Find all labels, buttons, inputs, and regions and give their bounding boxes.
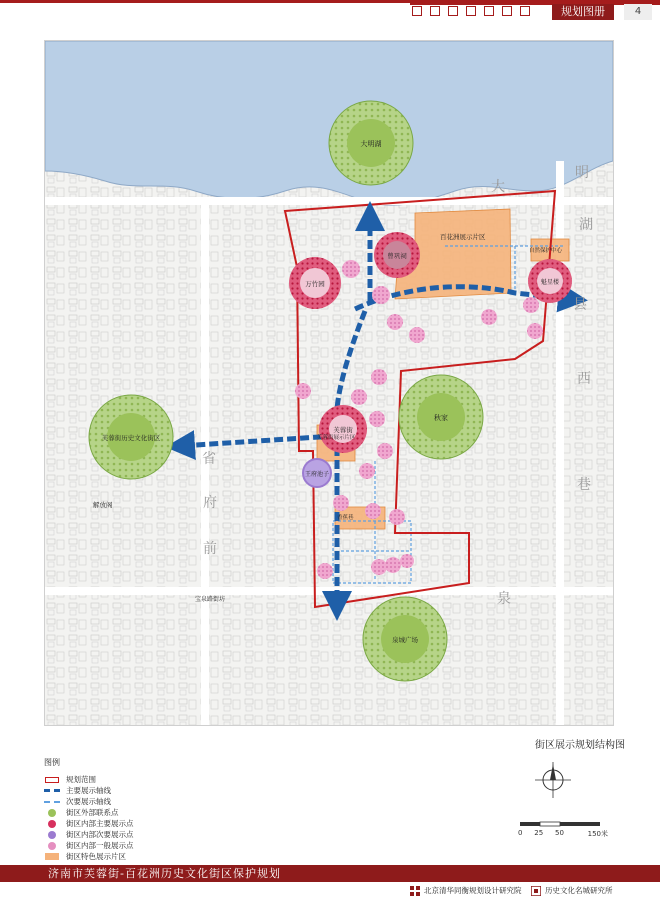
ornament-square-icon xyxy=(412,6,422,16)
institute-logo-icon xyxy=(531,886,541,896)
north-arrow-icon xyxy=(533,760,573,800)
tsinghua-logo-icon xyxy=(410,886,420,896)
road-char: 府 xyxy=(203,495,217,511)
legend-label: 街区内部主要展示点 xyxy=(66,819,134,828)
node-general xyxy=(481,309,497,325)
header-ornaments xyxy=(412,6,530,16)
page-header xyxy=(0,0,660,20)
legend-item-main-node xyxy=(44,818,134,829)
legend-label: 街区特色展示片区 xyxy=(66,852,126,861)
ornament-square-icon xyxy=(466,6,476,16)
boundary-swatch-icon xyxy=(44,775,60,784)
label-furong: 芙蓉街 xyxy=(333,426,353,434)
node-general xyxy=(389,509,405,525)
scale-labels xyxy=(518,829,608,839)
ornament-square-icon xyxy=(502,6,512,16)
exhibition-area-swatch-icon xyxy=(44,852,60,861)
road-char: 前 xyxy=(203,541,217,557)
road-char: 泉 xyxy=(497,591,511,607)
page-number: 4 xyxy=(624,4,652,20)
scale-label: 50 xyxy=(555,829,564,837)
label-east-node: 秋家 xyxy=(434,414,448,422)
page-footer xyxy=(0,865,660,902)
node-general xyxy=(359,463,375,479)
map-caption: 街区展示规划结构图 xyxy=(535,740,625,751)
road-char: 西 xyxy=(577,371,591,387)
node-general xyxy=(371,369,387,385)
node-general xyxy=(527,323,543,339)
ornament-square-icon xyxy=(430,6,440,16)
primary-axis-swatch-icon xyxy=(44,786,60,795)
label-baihuazhou: 百花洲展示片区 xyxy=(440,233,486,241)
org-name: 历史文化名城研究所 xyxy=(545,886,613,895)
road-char: 巷 xyxy=(577,477,591,493)
secondary-node-swatch-icon xyxy=(44,830,60,839)
node-general xyxy=(342,260,360,278)
road-char: 省 xyxy=(202,451,216,467)
secondary-axis-swatch-icon xyxy=(44,797,60,806)
legend-label: 街区内部次要展示点 xyxy=(66,830,134,839)
node-general xyxy=(387,314,403,330)
daming-lake xyxy=(45,41,613,205)
legend-label: 街区内部一般展示点 xyxy=(66,841,134,850)
legend-item-secondary-node xyxy=(44,829,134,840)
main-node-swatch-icon xyxy=(44,819,60,828)
node-general xyxy=(317,563,333,579)
external-node-swatch-icon xyxy=(44,808,60,817)
legend-item-primary-axis xyxy=(44,785,134,796)
legend-item-general-node xyxy=(44,840,134,851)
node-general xyxy=(333,495,349,511)
map-legend xyxy=(44,757,134,862)
org-tsinghua xyxy=(410,885,522,896)
legend-item-exhibition-area xyxy=(44,851,134,862)
ornament-square-icon xyxy=(484,6,494,16)
label-nature-center: 自然保护中心 xyxy=(529,248,563,254)
legend-label: 次要展示轴线 xyxy=(66,797,111,806)
legend-title: 图例 xyxy=(44,758,60,767)
label-furong-exhibition: 芙蓉街展示片区 xyxy=(317,435,356,441)
footer-title: 济南市芙蓉街-百花洲历史文化街区保护规划 xyxy=(48,867,281,880)
legend-label: 主要展示轴线 xyxy=(66,786,111,795)
legend-item-external-node xyxy=(44,807,134,818)
section-tab: 规划图册 xyxy=(552,4,614,20)
label-baotu: 宝泉路街坊 xyxy=(195,596,226,603)
ornament-square-icon xyxy=(448,6,458,16)
legend-label: 规划范围 xyxy=(66,775,96,784)
planning-map xyxy=(45,41,613,725)
legend-item-boundary xyxy=(44,774,134,785)
org-institute xyxy=(531,885,613,896)
road-char: 大 xyxy=(491,179,505,195)
node-general xyxy=(385,557,401,573)
org-name: 北京清华同衡规划设计研究院 xyxy=(424,886,522,895)
legend-item-secondary-axis xyxy=(44,796,134,807)
label-daming-lake: 大明湖 xyxy=(360,140,382,148)
label-west-node: 芙蓉街历史文化街区 xyxy=(101,434,161,442)
label-kuixing: 魁星楼 xyxy=(540,279,560,286)
label-zengcheng: 曾巩祠 xyxy=(387,252,407,260)
road-char: 县 xyxy=(573,297,587,313)
node-general xyxy=(400,554,414,568)
node-general xyxy=(372,286,390,304)
node-general xyxy=(295,383,311,399)
scale-label: 25 xyxy=(534,829,544,837)
label-wangfu: 王府池子 xyxy=(304,471,330,478)
node-general xyxy=(409,327,425,343)
label-south-exhibition: 香蕉巷 xyxy=(337,515,354,521)
scale-label: 0 xyxy=(518,829,523,837)
node-general xyxy=(351,389,367,405)
ornament-square-icon xyxy=(520,6,530,16)
node-general xyxy=(369,411,385,427)
node-general xyxy=(377,443,393,459)
road-char: 明 xyxy=(575,165,589,181)
scale-label: 150米 xyxy=(587,830,608,838)
map-frame xyxy=(44,40,614,726)
general-node-swatch-icon xyxy=(44,841,60,850)
label-quancheng: 泉城广场 xyxy=(392,636,418,644)
node-general xyxy=(365,503,381,519)
node-general xyxy=(371,559,387,575)
legend-label: 街区外部联系点 xyxy=(66,808,119,817)
header-strip-accent xyxy=(410,3,660,5)
road-char: 湖 xyxy=(579,217,593,233)
label-wanzhuyuan: 万竹园 xyxy=(305,280,325,288)
label-jiefang: 解放阁 xyxy=(93,501,113,509)
node-general xyxy=(523,297,539,313)
